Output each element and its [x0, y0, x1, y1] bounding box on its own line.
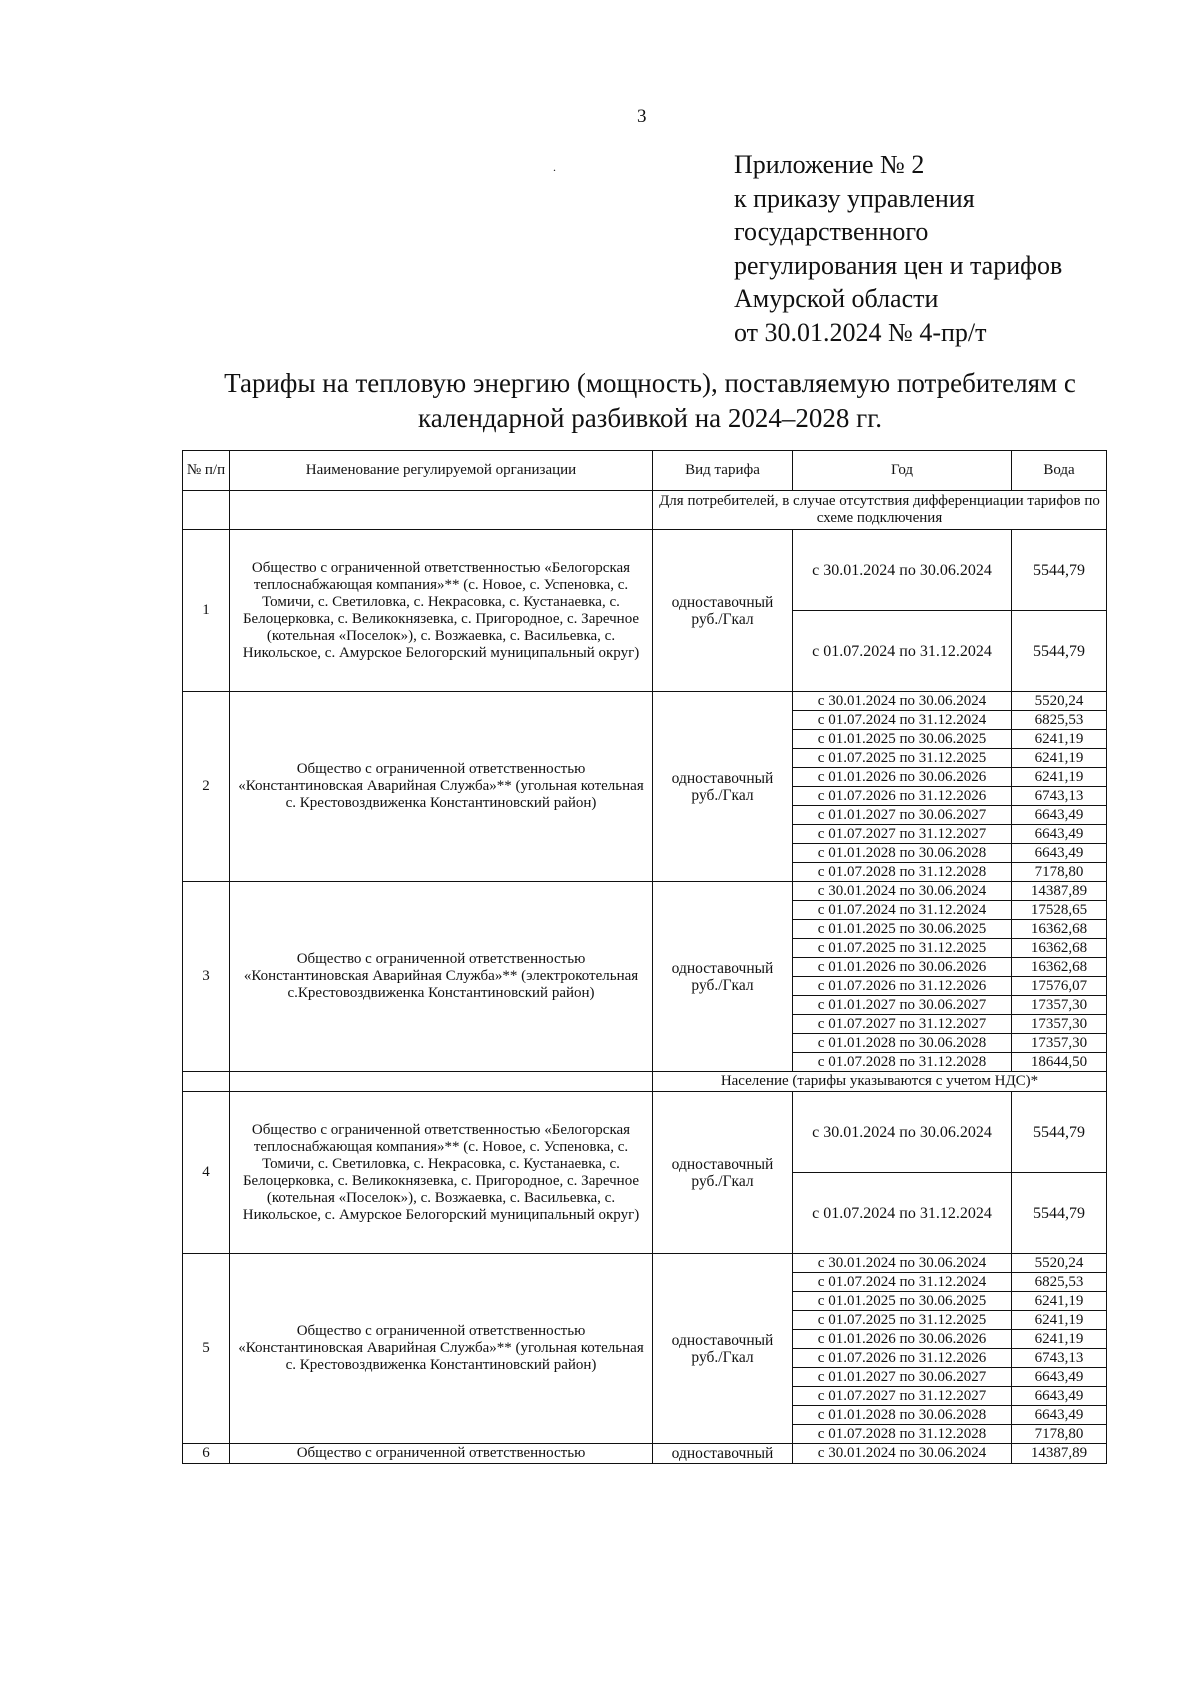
tariff-value: 5544,79 [1012, 530, 1107, 611]
tariff-period: с 01.01.2026 по 30.06.2026 [793, 768, 1012, 787]
row-number: 1 [183, 530, 230, 692]
tariff-period: с 01.07.2024 по 31.12.2024 [793, 711, 1012, 730]
table-row [183, 1092, 1107, 1173]
table-row [183, 692, 1107, 711]
tariff-value: 6825,53 [1012, 711, 1107, 730]
tariff-type: одноставочный руб./Гкал [653, 1254, 793, 1444]
tariff-period: с 01.07.2026 по 31.12.2026 [793, 977, 1012, 996]
table-row [183, 1254, 1107, 1273]
tariff-period: с 01.07.2027 по 31.12.2027 [793, 1015, 1012, 1034]
table-row [183, 530, 1107, 611]
tariff-period: с 01.07.2028 по 31.12.2028 [793, 863, 1012, 882]
tariff-value: 6743,13 [1012, 787, 1107, 806]
tariff-value: 5544,79 [1012, 611, 1107, 692]
tariff-period: с 01.07.2024 по 31.12.2024 [793, 901, 1012, 920]
organization-name: Общество с ограниченной ответственностью «Константиновская Аварийная Служба»** (электрокотельная с.Крестовоздвиженка Константиновский район) [230, 882, 653, 1072]
row-number: 2 [183, 692, 230, 882]
tariff-type: одноставочный [653, 1444, 793, 1464]
tariff-type: одноставочный руб./Гкал [653, 692, 793, 882]
tariff-period: с 01.01.2025 по 30.06.2025 [793, 730, 1012, 749]
table-row [183, 1444, 1107, 1464]
tariff-period: с 01.01.2026 по 30.06.2026 [793, 958, 1012, 977]
tariff-value: 16362,68 [1012, 939, 1107, 958]
group-label: Население (тарифы указываются с учетом НДС)* [653, 1072, 1107, 1092]
appendix-block [734, 148, 1062, 350]
tariff-value: 14387,89 [1012, 882, 1107, 901]
tariff-period: с 01.01.2028 по 30.06.2028 [793, 1034, 1012, 1053]
tariff-period: с 01.07.2025 по 31.12.2025 [793, 939, 1012, 958]
tariff-period: с 01.07.2028 по 31.12.2028 [793, 1053, 1012, 1072]
tariff-value: 17357,30 [1012, 1015, 1107, 1034]
header-year: Год [793, 451, 1012, 491]
tariff-value: 5520,24 [1012, 1254, 1107, 1273]
tariff-value: 6643,49 [1012, 825, 1107, 844]
tariff-period: с 01.07.2025 по 31.12.2025 [793, 749, 1012, 768]
tariff-value: 5544,79 [1012, 1092, 1107, 1173]
header-num: № п/п [183, 451, 230, 491]
header-org: Наименование регулируемой организации [230, 451, 653, 491]
row-number: 3 [183, 882, 230, 1072]
tariff-period: с 30.01.2024 по 30.06.2024 [793, 530, 1012, 611]
tariff-table [182, 450, 1107, 1464]
table-body [183, 491, 1107, 1464]
appendix-line: от 30.01.2024 № 4-пр/т [734, 317, 987, 347]
tariff-value: 7178,80 [1012, 1425, 1107, 1444]
tariff-value: 6643,49 [1012, 1406, 1107, 1425]
tariff-value: 17576,07 [1012, 977, 1107, 996]
header-water: Вода [1012, 451, 1107, 491]
tariff-value: 6743,13 [1012, 1349, 1107, 1368]
organization-name: Общество с ограниченной ответственностью «Константиновская Аварийная Служба»** (угольная котельная с. Крестовоздвиженка Константиновский район) [230, 1254, 653, 1444]
tariff-period: с 01.07.2026 по 31.12.2026 [793, 1349, 1012, 1368]
tariff-value: 6241,19 [1012, 1292, 1107, 1311]
tariff-value: 14387,89 [1012, 1444, 1107, 1464]
group-header-row [183, 491, 1107, 530]
tariff-value: 6241,19 [1012, 1330, 1107, 1349]
tariff-period: с 30.01.2024 по 30.06.2024 [793, 1092, 1012, 1173]
tariff-value: 6643,49 [1012, 1368, 1107, 1387]
group-header-row [183, 1072, 1107, 1092]
tariff-period: с 30.01.2024 по 30.06.2024 [793, 1444, 1012, 1464]
tariff-period: с 01.07.2027 по 31.12.2027 [793, 1387, 1012, 1406]
tariff-period: с 01.01.2025 по 30.06.2025 [793, 1292, 1012, 1311]
tariff-value: 6643,49 [1012, 844, 1107, 863]
row-number: 4 [183, 1092, 230, 1254]
tariff-period: с 01.01.2028 по 30.06.2028 [793, 1406, 1012, 1425]
tariff-value: 17357,30 [1012, 1034, 1107, 1053]
appendix-line: к приказу управления [734, 183, 975, 213]
tariff-period: с 01.07.2025 по 31.12.2025 [793, 1311, 1012, 1330]
tariff-period: с 01.07.2028 по 31.12.2028 [793, 1425, 1012, 1444]
tariff-value: 5544,79 [1012, 1173, 1107, 1254]
tariff-value: 6241,19 [1012, 730, 1107, 749]
row-number: 5 [183, 1254, 230, 1444]
appendix-line: Приложение № 2 [734, 150, 925, 179]
tariff-period: с 01.07.2026 по 31.12.2026 [793, 787, 1012, 806]
tariff-value: 16362,68 [1012, 958, 1107, 977]
tariff-value: 6643,49 [1012, 806, 1107, 825]
tariff-period: с 01.01.2027 по 30.06.2027 [793, 1368, 1012, 1387]
tariff-period: с 01.07.2024 по 31.12.2024 [793, 1173, 1012, 1254]
appendix-line: государственного [734, 217, 929, 247]
tariff-period: с 30.01.2024 по 30.06.2024 [793, 692, 1012, 711]
tariff-type: одноставочный руб./Гкал [653, 882, 793, 1072]
tariff-value: 5520,24 [1012, 692, 1107, 711]
stray-mark: . [553, 160, 556, 174]
organization-name: Общество с ограниченной ответственностью [230, 1444, 653, 1464]
tariff-value: 17357,30 [1012, 996, 1107, 1015]
organization-name: Общество с ограниченной ответственностью «Белогорская теплоснабжающая компания»** (с. Новое, с. Успеновка, с. Томичи, с. Светиловка, с. Некрасовка, с. Кустанаевка, с. Белоцерковка, с. Великокнязевка, с. Пригородное, с. Заречное (котельная «Поселок»), с. Возжаевка, с. Васильевка, с. Никольское, с. Амурское Белогорский муниципальный округ) [230, 530, 653, 692]
tariff-period: с 01.07.2024 по 31.12.2024 [793, 611, 1012, 692]
tariff-period: с 01.01.2028 по 30.06.2028 [793, 844, 1012, 863]
group-label: Для потребителей, в случае отсутствия дифференциации тарифов по схеме подключения [653, 491, 1107, 530]
tariff-type: одноставочный руб./Гкал [653, 1092, 793, 1254]
table-header-row [183, 451, 1107, 491]
tariff-period: с 01.01.2025 по 30.06.2025 [793, 920, 1012, 939]
organization-name: Общество с ограниченной ответственностью «Константиновская Аварийная Служба»** (угольная котельная с. Крестовоздвиженка Константиновский район) [230, 692, 653, 882]
appendix-line: Амурской области [734, 284, 939, 314]
tariff-period: с 01.07.2024 по 31.12.2024 [793, 1273, 1012, 1292]
tariff-value: 16362,68 [1012, 920, 1107, 939]
tariff-period: с 01.01.2027 по 30.06.2027 [793, 996, 1012, 1015]
table-row [183, 882, 1107, 901]
tariff-period: с 01.07.2027 по 31.12.2027 [793, 825, 1012, 844]
organization-name: Общество с ограниченной ответственностью «Белогорская теплоснабжающая компания»** (с. Новое, с. Успеновка, с. Томичи, с. Светиловка, с. Некрасовка, с. Кустанаевка, с. Белоцерковка, с. Великокнязевка, с. Пригородное, с. Заречное (котельная «Поселок»), с. Возжаевка, с. Васильевка, с. Никольское, с. Амурское Белогорский муниципальный округ) [230, 1092, 653, 1254]
tariff-period: с 01.01.2026 по 30.06.2026 [793, 1330, 1012, 1349]
row-number: 6 [183, 1444, 230, 1464]
tariff-value: 6643,49 [1012, 1387, 1107, 1406]
page-number: 3 [637, 106, 647, 127]
document-title: Тарифы на тепловую энергию (мощность), поставляемую потребителям с календарной разбивкой на 2024–2028 гг. [224, 368, 1076, 433]
tariff-value: 6241,19 [1012, 1311, 1107, 1330]
group-empty-cell [183, 491, 230, 530]
appendix-line: регулирования цен и тарифов [734, 250, 1063, 280]
group-empty-cell [230, 1072, 653, 1092]
tariff-value: 17528,65 [1012, 901, 1107, 920]
tariff-value: 7178,80 [1012, 863, 1107, 882]
tariff-period: с 01.01.2027 по 30.06.2027 [793, 806, 1012, 825]
tariff-period: с 30.01.2024 по 30.06.2024 [793, 882, 1012, 901]
tariff-period: с 30.01.2024 по 30.06.2024 [793, 1254, 1012, 1273]
tariff-value: 18644,50 [1012, 1053, 1107, 1072]
tariff-value: 6241,19 [1012, 749, 1107, 768]
group-empty-cell [183, 1072, 230, 1092]
tariff-value: 6825,53 [1012, 1273, 1107, 1292]
group-empty-cell [230, 491, 653, 530]
header-type: Вид тарифа [653, 451, 793, 491]
tariff-value: 6241,19 [1012, 768, 1107, 787]
tariff-type: одноставочный руб./Гкал [653, 530, 793, 692]
